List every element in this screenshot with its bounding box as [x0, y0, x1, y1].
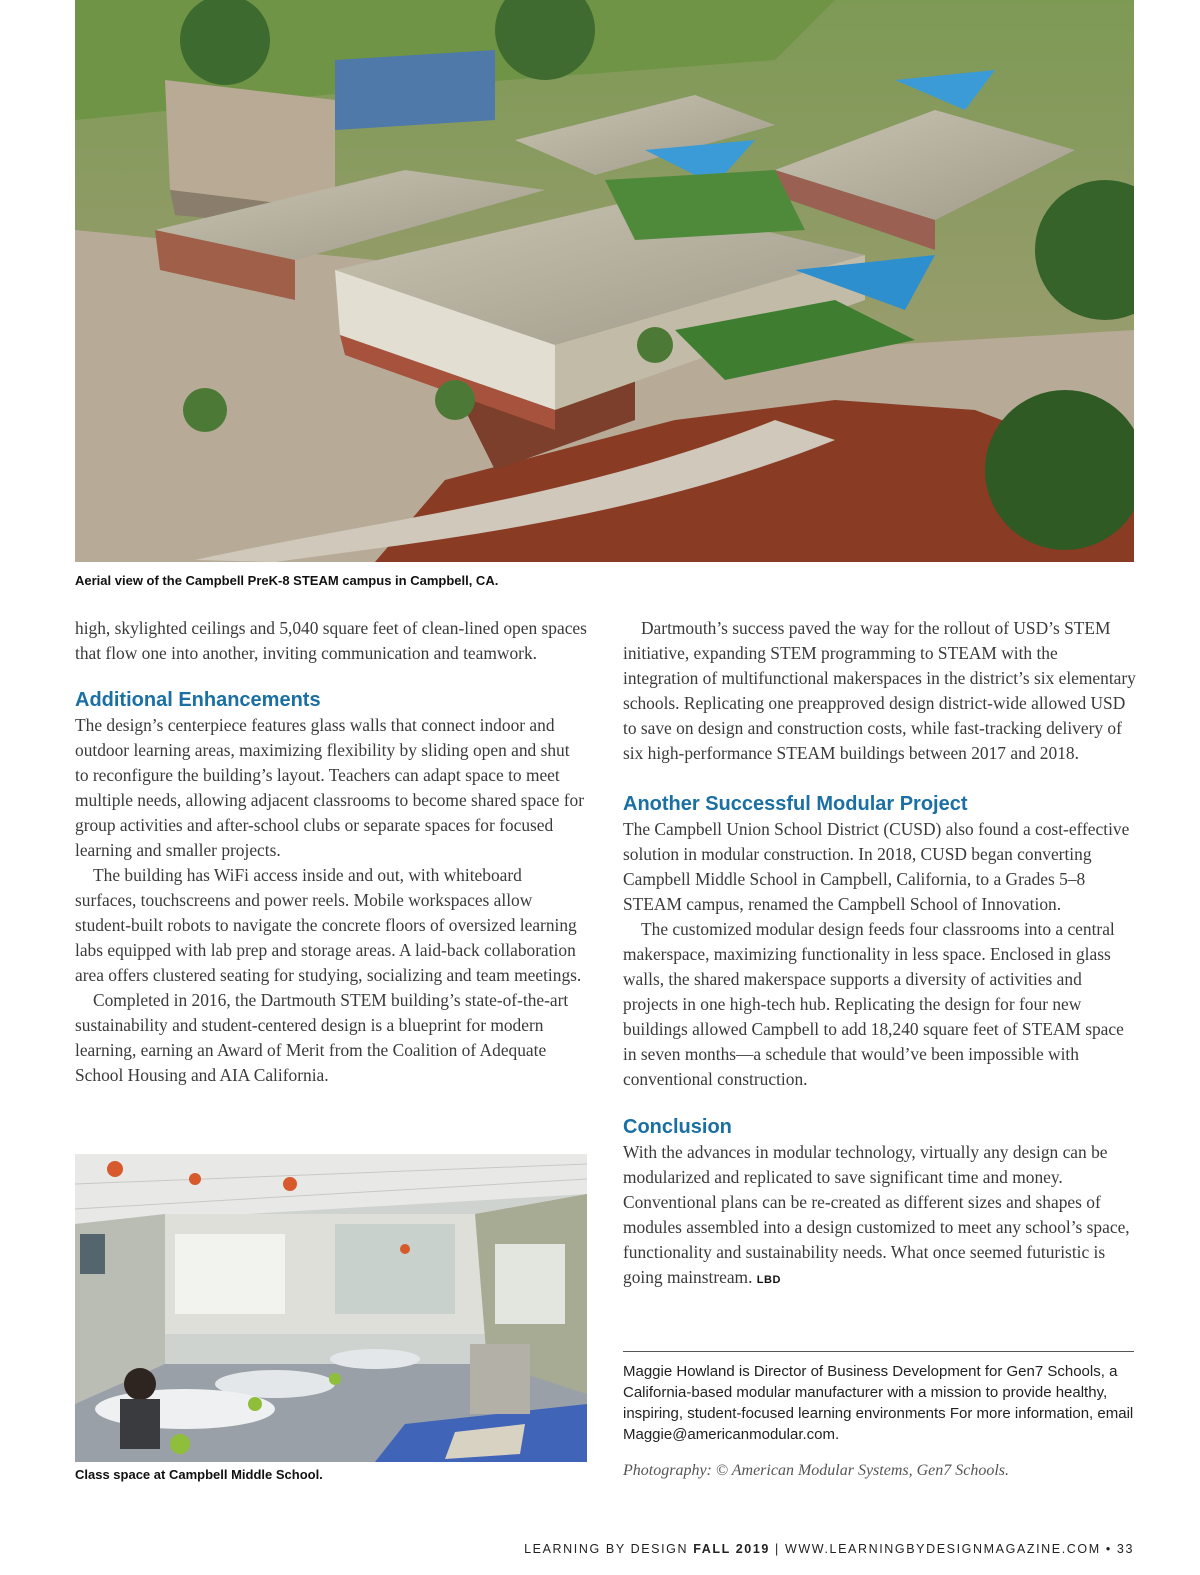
right-column [623, 616, 1137, 1293]
footer-magazine-name: LEARNING BY DESIGN [524, 1542, 689, 1556]
left-intro-paragraph: high, skylighted ceilings and 5,040 square feet of clean-lined open spaces that flow one into another, inviting communication and teamwork. [75, 618, 587, 663]
body-paragraph: Completed in 2016, the Dartmouth STEM building’s state-of-the-art sustainability and student-centered design is a blueprint for modern learning, earning an Award of Merit from the Coalition of Adequate School Housing and AIA California. [75, 990, 569, 1085]
classroom-photo [75, 1154, 587, 1462]
left-column [75, 616, 587, 1088]
bottom-photo-caption: Class space at Campbell Middle School. [75, 1467, 323, 1482]
lbd-end-mark: LBD [756, 1274, 781, 1286]
body-paragraph: The design’s centerpiece features glass walls that connect indoor and outdoor learning areas, maximizing flexibility by sliding open and shut to reconfigure the building’s layout. Teachers can adapt space to meet multiple needs, allowing adjacent classrooms to become shared space for group activities and after-school clubs or separate spaces for focused learning and smaller projects. [75, 715, 584, 860]
conclusion-paragraph [623, 1140, 1137, 1293]
right-intro-paragraph: Dartmouth’s success paved the way for the rollout of USD’s STEM initiative, expanding STEM programming to STEAM with the integration of multifunctional makerspaces in the district’s six elementary schools. Replicating one preapproved design district-wide allowed USD to save on design and construction costs, while fast-tracking delivery of six high-performance STEAM buildings between 2017 and 2018. [623, 618, 1136, 763]
author-bio: Maggie Howland is Director of Business Development for Gen7 Schools, a California-based modular manufacturer with a mission to provide healthy, inspiring, student-focused learning environments For more information, email Maggie@americanmodular.com. [623, 1363, 1134, 1443]
page-footer [524, 1542, 1134, 1556]
footer-issue: FALL 2019 [693, 1542, 770, 1556]
heading-conclusion: Conclusion [623, 1116, 732, 1138]
footer-bullet: • [1105, 1542, 1112, 1556]
top-photo-caption: Aerial view of the Campbell PreK-8 STEAM campus in Campbell, CA. [75, 573, 499, 588]
conclusion-text: With the advances in modular technology, virtually any design can be modularized and replicated to save significant time and money. Conventional plans can be re-created as different sizes and shapes of modules assembled into a design customized to meet any school’s space, functionality and sustainability needs. What once seemed futuristic is going mainstream. [623, 1142, 1130, 1287]
heading-another-successful-modular-project: Another Successful Modular Project [623, 793, 968, 815]
bio-divider [623, 1351, 1134, 1352]
page-number: 33 [1116, 1542, 1134, 1556]
heading-additional-enhancements: Additional Enhancements [75, 689, 321, 711]
body-paragraph: The customized modular design feeds four classrooms into a central makerspace, maximizing functionality in less space. Enclosed in glass walls, the shared makerspace supports a diversity of activities and projects in one high-tech hub. Replicating the design for four new buildings allowed Campbell to add 18,240 square feet of STEAM space in seven months—a schedule that would’ve been impossible with conventional construction. [623, 919, 1124, 1089]
footer-website: WWW.LEARNINGBYDESIGNMAGAZINE.COM [784, 1542, 1101, 1556]
body-paragraph: The building has WiFi access inside and out, with whiteboard surfaces, touchscreens and power reels. Mobile workspaces allow student-built robots to navigate the concrete floors of oversized learning labs equipped with lab prep and storage areas. A laid-back collaboration area offers clustered seating for studying, socializing and team meetings. [75, 865, 582, 985]
footer-separator: | [775, 1542, 780, 1556]
photo-credit: Photography: © American Modular Systems, Gen7 Schools. [623, 1462, 1010, 1479]
body-paragraph: The Campbell Union School District (CUSD) also found a cost-effective solution in modular construction. In 2018, CUSD began converting Campbell Middle School in Campbell, California, to a Grades 5–8 STEAM campus, renamed the Campbell School of Innovation. [623, 819, 1130, 914]
aerial-campus-photo [75, 0, 1134, 562]
